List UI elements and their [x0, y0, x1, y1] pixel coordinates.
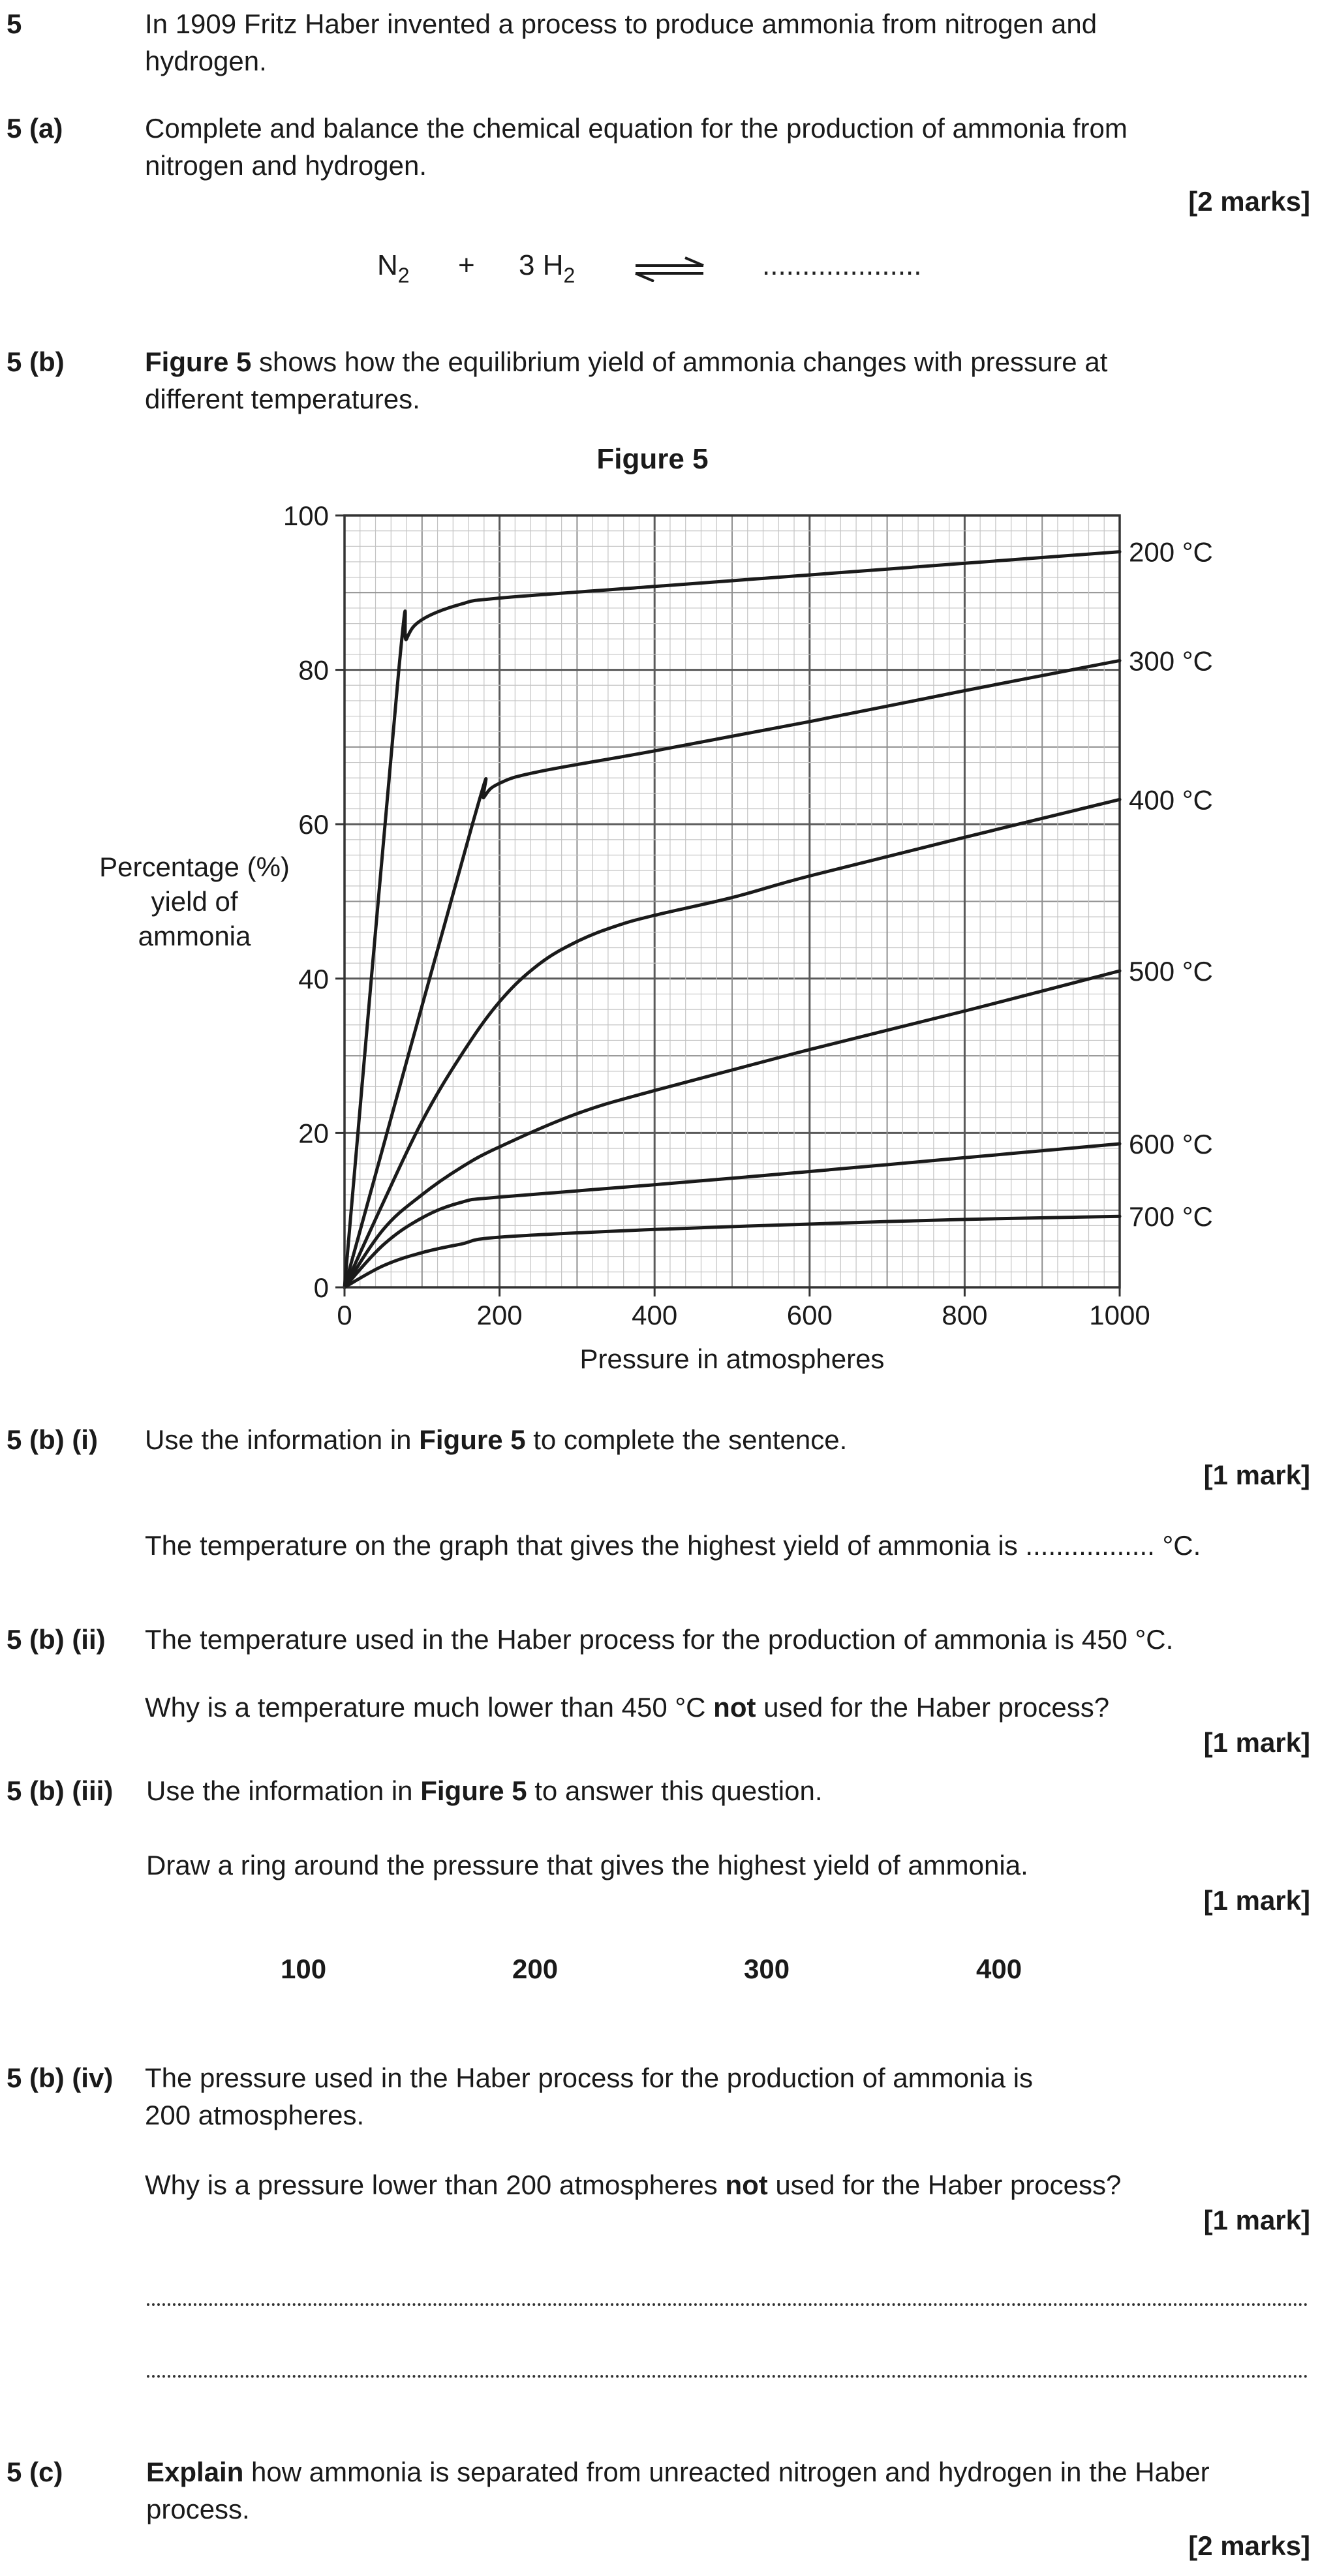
- figure-5-chart: [0, 431, 1320, 1390]
- y-axis-label-line-2: yield of: [151, 886, 238, 917]
- equation-n-subscript: 2: [397, 264, 410, 287]
- q5b-line-2: different temperatures.: [145, 384, 420, 414]
- series-label-500c: 500 °C: [1129, 955, 1213, 987]
- question-number: 5: [7, 8, 22, 39]
- answer-line-1[interactable]: [147, 2303, 1308, 2306]
- q5biv-line-1: The pressure used in the Haber process for the production of ammonia is: [145, 2062, 1034, 2093]
- q5biii-instruction: Draw a ring around the pressure that gives the highest yield of ammonia.: [146, 1850, 1028, 1880]
- y-tick-label: 0: [313, 1272, 329, 1303]
- answer-line-2[interactable]: [147, 2375, 1308, 2378]
- q5bi-sentence[interactable]: The temperature on the graph that gives the highest yield of ammonia is ................. °C.: [145, 1530, 1201, 1561]
- q5c-line-1-rest: how ammonia is separated from unreacted nitrogen and hydrogen in the Haber: [243, 2457, 1210, 2487]
- q5a-line-1: Complete and balance the chemical equation for the production of ammonia from: [145, 113, 1128, 144]
- x-tick-label: 800: [942, 1300, 988, 1330]
- marks-5biv: [1 mark]: [1203, 2205, 1310, 2235]
- pressure-choice-100[interactable]: 100: [281, 1954, 327, 1984]
- figure-reference: Figure 5: [420, 1775, 527, 1806]
- equation-answer-blank[interactable]: ....................: [762, 249, 922, 281]
- x-tick-label: 0: [337, 1300, 352, 1330]
- equation-h-symbol: H: [542, 249, 564, 281]
- q5c-line-1: [146, 2453, 1210, 2491]
- q5c-line-2: process.: [146, 2494, 250, 2524]
- question-number-5biii: 5 (b) (iii): [7, 1775, 114, 1806]
- equation-h-subscript: 2: [563, 264, 576, 287]
- y-axis-label-line-1: Percentage (%): [99, 851, 290, 882]
- q5b-line-1-rest: shows how the equilibrium yield of ammonia changes with pressure at: [251, 346, 1108, 377]
- y-tick-label: 20: [298, 1118, 329, 1149]
- q5biii-text: [146, 1772, 823, 1809]
- q5bi-text-pre: Use the information in: [145, 1424, 420, 1455]
- q5biv-question-pre: Why is a pressure lower than 200 atmospheres: [145, 2170, 726, 2200]
- y-tick-label: 60: [298, 809, 329, 840]
- equation-plus: +: [458, 249, 475, 281]
- q5biii-text-post: to answer this question.: [527, 1775, 823, 1806]
- series-label-600c: 600 °C: [1129, 1128, 1213, 1159]
- intro-line-2: hydrogen.: [145, 46, 267, 76]
- q5bii-question-bold: not: [713, 1692, 756, 1723]
- question-5a-text: [145, 110, 1128, 184]
- chart-grid: [345, 515, 1120, 1287]
- question-number-5bi: 5 (b) (i): [7, 1424, 98, 1455]
- q5biv-line-2: 200 atmospheres.: [145, 2100, 365, 2130]
- marks-5bii: [1 mark]: [1203, 1727, 1310, 1758]
- equation-n-symbol: N: [377, 249, 398, 281]
- equation-n2: [377, 247, 410, 287]
- q5c-command-word: Explain: [146, 2457, 244, 2487]
- q5biv-question-bold: not: [725, 2170, 768, 2200]
- q5bii-question: [145, 1689, 1109, 1726]
- question-number-5a: 5 (a): [7, 113, 63, 144]
- question-number-5b: 5 (b): [7, 346, 65, 377]
- question-number-5biv: 5 (b) (iv): [7, 2062, 114, 2093]
- equilibrium-arrow-icon: [633, 256, 706, 282]
- marks-5c: [2 marks]: [1188, 2530, 1310, 2561]
- pressure-choice-200[interactable]: 200: [512, 1954, 559, 1984]
- series-label-300c: 300 °C: [1129, 645, 1213, 677]
- q5c-text: [146, 2453, 1210, 2528]
- pressure-choice-400[interactable]: 400: [976, 1954, 1022, 1984]
- chart-title: Figure 5: [596, 443, 709, 475]
- y-tick-label: 100: [283, 500, 329, 531]
- q5b-line-1: [145, 343, 1107, 380]
- series-label-700c: 700 °C: [1129, 1201, 1213, 1233]
- question-number-5bii: 5 (b) (ii): [7, 1624, 106, 1655]
- figure-reference: Figure 5: [145, 346, 252, 377]
- y-tick-label: 80: [298, 654, 329, 686]
- question-5bi-text: [145, 1421, 847, 1458]
- question-5b-text: [145, 343, 1107, 418]
- series-label-400c: 400 °C: [1129, 784, 1213, 816]
- marks-5bi: [1 mark]: [1203, 1460, 1310, 1490]
- marks-5biii: [1 mark]: [1203, 1885, 1310, 1916]
- x-tick-label: 1000: [1089, 1300, 1150, 1330]
- equation-3h2: [519, 247, 576, 287]
- q5bii-question-pre: Why is a temperature much lower than 450 °C: [145, 1692, 714, 1723]
- q5bi-text-post: to complete the sentence.: [525, 1424, 848, 1455]
- x-tick-label: 200: [476, 1300, 523, 1330]
- x-axis-label: Pressure in atmospheres: [579, 1343, 885, 1374]
- figure-reference: Figure 5: [419, 1424, 526, 1455]
- intro-line-1: In 1909 Fritz Haber invented a process to produce ammonia from nitrogen and: [145, 8, 1097, 39]
- x-tick-label: 400: [632, 1300, 678, 1330]
- q5biii-text-pre: Use the information in: [146, 1775, 421, 1806]
- q5biv-question: [145, 2166, 1121, 2203]
- equation-h-coefficient: 3: [519, 249, 535, 281]
- series-label-200c: 200 °C: [1129, 536, 1213, 568]
- q5a-line-2: nitrogen and hydrogen.: [145, 150, 427, 181]
- q5biv-question-post: used for the Haber process?: [767, 2170, 1122, 2200]
- question-number-5c: 5 (c): [7, 2457, 63, 2487]
- pressure-choice-300[interactable]: 300: [744, 1954, 790, 1984]
- q5biv-text: [145, 2059, 1033, 2134]
- q5bii-question-post: used for the Haber process?: [756, 1692, 1110, 1723]
- q5bii-text: The temperature used in the Haber process for the production of ammonia is 450 °C.: [145, 1624, 1174, 1655]
- marks-5a: [2 marks]: [1188, 186, 1310, 217]
- y-tick-label: 40: [298, 963, 329, 994]
- question-intro: [145, 5, 1097, 80]
- x-tick-label: 600: [786, 1300, 833, 1330]
- y-axis-label-line-3: ammonia: [138, 921, 251, 951]
